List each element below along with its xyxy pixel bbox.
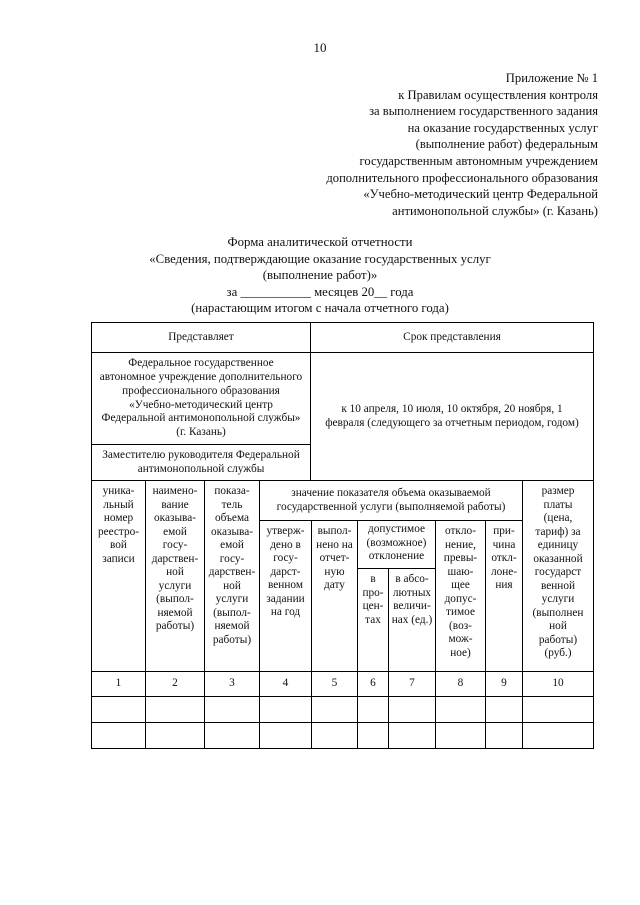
cell-text-line: дарствен- bbox=[208, 566, 256, 578]
cell-text-line: допус- bbox=[444, 592, 477, 605]
col-deviation bbox=[436, 521, 486, 672]
cell-text-line: ную bbox=[324, 565, 345, 578]
cell-text-line: записи bbox=[102, 552, 135, 565]
title-line: «Сведения, подтверждающие оказание государственных услуг bbox=[149, 251, 491, 266]
cell-text-line: шаю- bbox=[447, 565, 474, 578]
cell-text-line: наимено- bbox=[152, 485, 198, 497]
cell-text-line: платы bbox=[543, 498, 573, 511]
cell-text-line: ной bbox=[166, 566, 184, 578]
col-fee-amount bbox=[523, 481, 594, 672]
table-row bbox=[92, 697, 594, 723]
header-deadline: Срок представления bbox=[311, 323, 594, 353]
cell-text-line: госу- bbox=[162, 539, 188, 551]
column-number: 10 bbox=[523, 672, 594, 697]
cell-text-line: работы) bbox=[538, 633, 578, 646]
cell-text-line: февраля (следующего за отчетным периодом, годом) bbox=[325, 416, 579, 429]
cell-text-line: ной bbox=[549, 620, 567, 632]
cell-text-line: (воз- bbox=[449, 619, 472, 632]
column-number: 1 bbox=[92, 672, 146, 697]
cell-text-line: емой bbox=[163, 525, 187, 538]
cell-text-line: ния bbox=[495, 579, 513, 591]
cell-text-line: чина bbox=[492, 538, 516, 551]
column-number: 3 bbox=[205, 672, 260, 697]
title-line: за ___________ месяцев 20__ года bbox=[226, 284, 414, 299]
col-percent bbox=[358, 569, 389, 672]
recipient-name bbox=[92, 445, 311, 481]
column-number: 4 bbox=[260, 672, 312, 697]
cell-text-line: допустимое bbox=[367, 523, 426, 535]
cell-text-line: отклонение bbox=[368, 550, 425, 562]
table-cell bbox=[389, 697, 436, 723]
cell-text-line: про- bbox=[362, 586, 384, 599]
cell-text-line: (выпол- bbox=[213, 606, 251, 619]
cell-text-line: (выпол- bbox=[156, 593, 194, 605]
cell-text-line: «Учебно-методический центр bbox=[129, 398, 273, 411]
column-number-row bbox=[92, 672, 594, 697]
cell-text-line: венном bbox=[268, 579, 303, 591]
cell-text-line: в bbox=[370, 573, 376, 585]
cell-text-line: нение, bbox=[445, 538, 476, 551]
cell-text-line: на год bbox=[270, 606, 301, 618]
form-title bbox=[0, 234, 640, 317]
cell-text-line: отчет- bbox=[319, 552, 350, 564]
cell-text-line: дарст- bbox=[270, 565, 301, 578]
cell-text-line: няемой bbox=[214, 620, 250, 632]
col-group-volume-value bbox=[260, 481, 523, 521]
cell-text-line: мож- bbox=[448, 633, 473, 645]
cell-text-line: лютных bbox=[392, 586, 432, 599]
appendix-line: «Учебно-методический центр Федеральной bbox=[363, 187, 598, 202]
col-approved bbox=[260, 521, 312, 672]
cell-text-line: (руб.) bbox=[544, 647, 572, 659]
table-cell bbox=[436, 723, 486, 749]
cell-text-line: вой bbox=[110, 539, 127, 551]
cell-text-line: выпол- bbox=[317, 525, 352, 537]
cell-text-line: вание bbox=[161, 498, 189, 511]
cell-text-line: (цена, bbox=[543, 512, 573, 524]
submission-table bbox=[91, 322, 594, 481]
table-cell bbox=[260, 697, 312, 723]
column-number: 5 bbox=[312, 672, 358, 697]
cell-text-line: государст bbox=[534, 566, 582, 578]
title-line: (нарастающим итогом с начала отчетного года) bbox=[191, 301, 449, 315]
cell-text-line: значение показателя объема оказываемой bbox=[291, 487, 491, 499]
cell-text-line: госу- bbox=[273, 552, 298, 564]
cell-text-line: тах bbox=[365, 613, 381, 626]
provider-name bbox=[92, 353, 311, 445]
title-line: (выполнение работ)» bbox=[262, 268, 378, 282]
col-reason bbox=[486, 521, 523, 672]
cell-text-line: уника- bbox=[102, 485, 135, 497]
header-submits: Представляет bbox=[92, 323, 311, 353]
cell-text-line: откл- bbox=[491, 552, 517, 564]
cell-text-line: задании bbox=[266, 592, 305, 605]
appendix-line: дополнительного профессионального образования bbox=[326, 170, 598, 185]
cell-text-line: откло- bbox=[445, 525, 476, 537]
cell-text-line: объема bbox=[214, 512, 250, 524]
table-cell bbox=[312, 723, 358, 749]
cell-text-line: превы- bbox=[443, 552, 478, 564]
page-number: 10 bbox=[313, 40, 327, 55]
cell-text-line: (выполнен bbox=[532, 606, 584, 619]
cell-text-line: услуги bbox=[158, 579, 192, 592]
cell-text-line: лоне- bbox=[490, 565, 518, 578]
col-registry-number bbox=[92, 481, 146, 672]
appendix-line: антимонопольной службы» (г. Казань) bbox=[392, 203, 598, 218]
table-cell bbox=[523, 697, 594, 723]
cell-text-line: к 10 апреля, 10 июля, 10 октября, 20 ноября, 1 bbox=[341, 402, 563, 415]
cell-text-line: номер bbox=[103, 512, 134, 524]
cell-text-line: антимонопольной службы bbox=[137, 462, 265, 475]
table-cell bbox=[260, 723, 312, 749]
appendix-line: к Правилам осуществления контроля bbox=[398, 87, 598, 102]
table-cell bbox=[312, 697, 358, 723]
cell-text-line: реестро- bbox=[97, 525, 140, 538]
cell-text-line: дату bbox=[324, 579, 345, 591]
cell-text-line: Федеральное государственное bbox=[128, 357, 274, 370]
cell-text-line: дарствен- bbox=[151, 552, 199, 565]
cell-text-line: емой bbox=[220, 539, 244, 551]
cell-text-line: (г. Казань) bbox=[176, 426, 226, 439]
col-group-tolerance bbox=[358, 521, 436, 569]
cell-text-line: утверж- bbox=[266, 525, 305, 537]
cell-text-line: льный bbox=[103, 498, 134, 511]
cell-text-line: автономное учреждение дополнительного bbox=[99, 370, 303, 383]
table-row bbox=[92, 723, 594, 749]
cell-text-line: работы) bbox=[212, 633, 252, 646]
cell-text-line: в абсо- bbox=[395, 573, 429, 585]
cell-text-line: ной bbox=[223, 579, 241, 592]
cell-text-line: размер bbox=[541, 485, 575, 497]
cell-text-line: показа- bbox=[214, 485, 250, 497]
table-cell bbox=[205, 723, 260, 749]
appendix-header bbox=[178, 70, 598, 219]
table-cell bbox=[389, 723, 436, 749]
col-absolute bbox=[389, 569, 436, 672]
cell-text-line: услуги bbox=[215, 593, 249, 605]
col-service-indicator bbox=[205, 481, 260, 672]
appendix-line: Приложение № 1 bbox=[505, 71, 598, 85]
column-number: 2 bbox=[146, 672, 205, 697]
cell-text-line: тель bbox=[221, 498, 243, 511]
cell-text-line: государственной услуги (выполняемой работы) bbox=[276, 500, 506, 513]
table-cell bbox=[146, 723, 205, 749]
cell-text-line: Федеральной антимонопольной службы» bbox=[101, 412, 301, 425]
cell-text-line: ное) bbox=[450, 646, 471, 659]
cell-text-line: тимое bbox=[446, 606, 475, 618]
cell-text-line: единицу bbox=[537, 539, 579, 551]
cell-text-line: при- bbox=[493, 525, 515, 537]
cell-text-line: венной bbox=[540, 579, 576, 592]
table-cell bbox=[358, 723, 389, 749]
cell-text-line: оказанной bbox=[533, 552, 583, 565]
col-service-name bbox=[146, 481, 205, 672]
cell-text-line: няемой bbox=[157, 606, 193, 619]
table-cell bbox=[205, 697, 260, 723]
col-completed bbox=[312, 521, 358, 672]
deadline-text bbox=[311, 353, 594, 481]
cell-text-line: работы) bbox=[155, 620, 195, 632]
cell-text-line: цен- bbox=[362, 600, 384, 612]
cell-text-line: дено в bbox=[270, 538, 301, 551]
table-cell bbox=[146, 697, 205, 723]
cell-text-line: оказыва- bbox=[154, 512, 196, 524]
table-cell bbox=[436, 697, 486, 723]
cell-text-line: оказыва- bbox=[211, 525, 253, 538]
table-cell bbox=[486, 697, 523, 723]
cell-text-line: тариф) за bbox=[535, 525, 581, 538]
cell-text-line: услуги bbox=[541, 593, 575, 605]
table-cell bbox=[486, 723, 523, 749]
appendix-line: государственным автономным учреждением bbox=[359, 153, 598, 168]
cell-text-line: Заместителю руководителя Федеральной bbox=[102, 448, 300, 461]
column-number: 6 bbox=[358, 672, 389, 697]
cell-text-line: (возможное) bbox=[366, 536, 427, 549]
cell-text-line: госу- bbox=[219, 552, 245, 565]
cell-text-line: нах (ед.) bbox=[391, 613, 433, 626]
appendix-line: за выполнением государственного задания bbox=[369, 104, 598, 119]
cell-text-line: нено на bbox=[316, 538, 353, 551]
table-cell bbox=[92, 723, 146, 749]
table-cell bbox=[523, 723, 594, 749]
cell-text-line: щее bbox=[451, 579, 470, 591]
cell-text-line: профессионального образования bbox=[122, 384, 280, 397]
table-cell bbox=[358, 697, 389, 723]
appendix-line: (выполнение работ) федеральным bbox=[415, 137, 598, 152]
cell-text-line: величи- bbox=[393, 600, 431, 612]
table-cell bbox=[92, 697, 146, 723]
column-number: 8 bbox=[436, 672, 486, 697]
column-number: 9 bbox=[486, 672, 523, 697]
report-table bbox=[91, 480, 594, 749]
appendix-line: на оказание государственных услуг bbox=[407, 120, 598, 135]
title-line: Форма аналитической отчетности bbox=[227, 235, 413, 249]
column-number: 7 bbox=[389, 672, 436, 697]
